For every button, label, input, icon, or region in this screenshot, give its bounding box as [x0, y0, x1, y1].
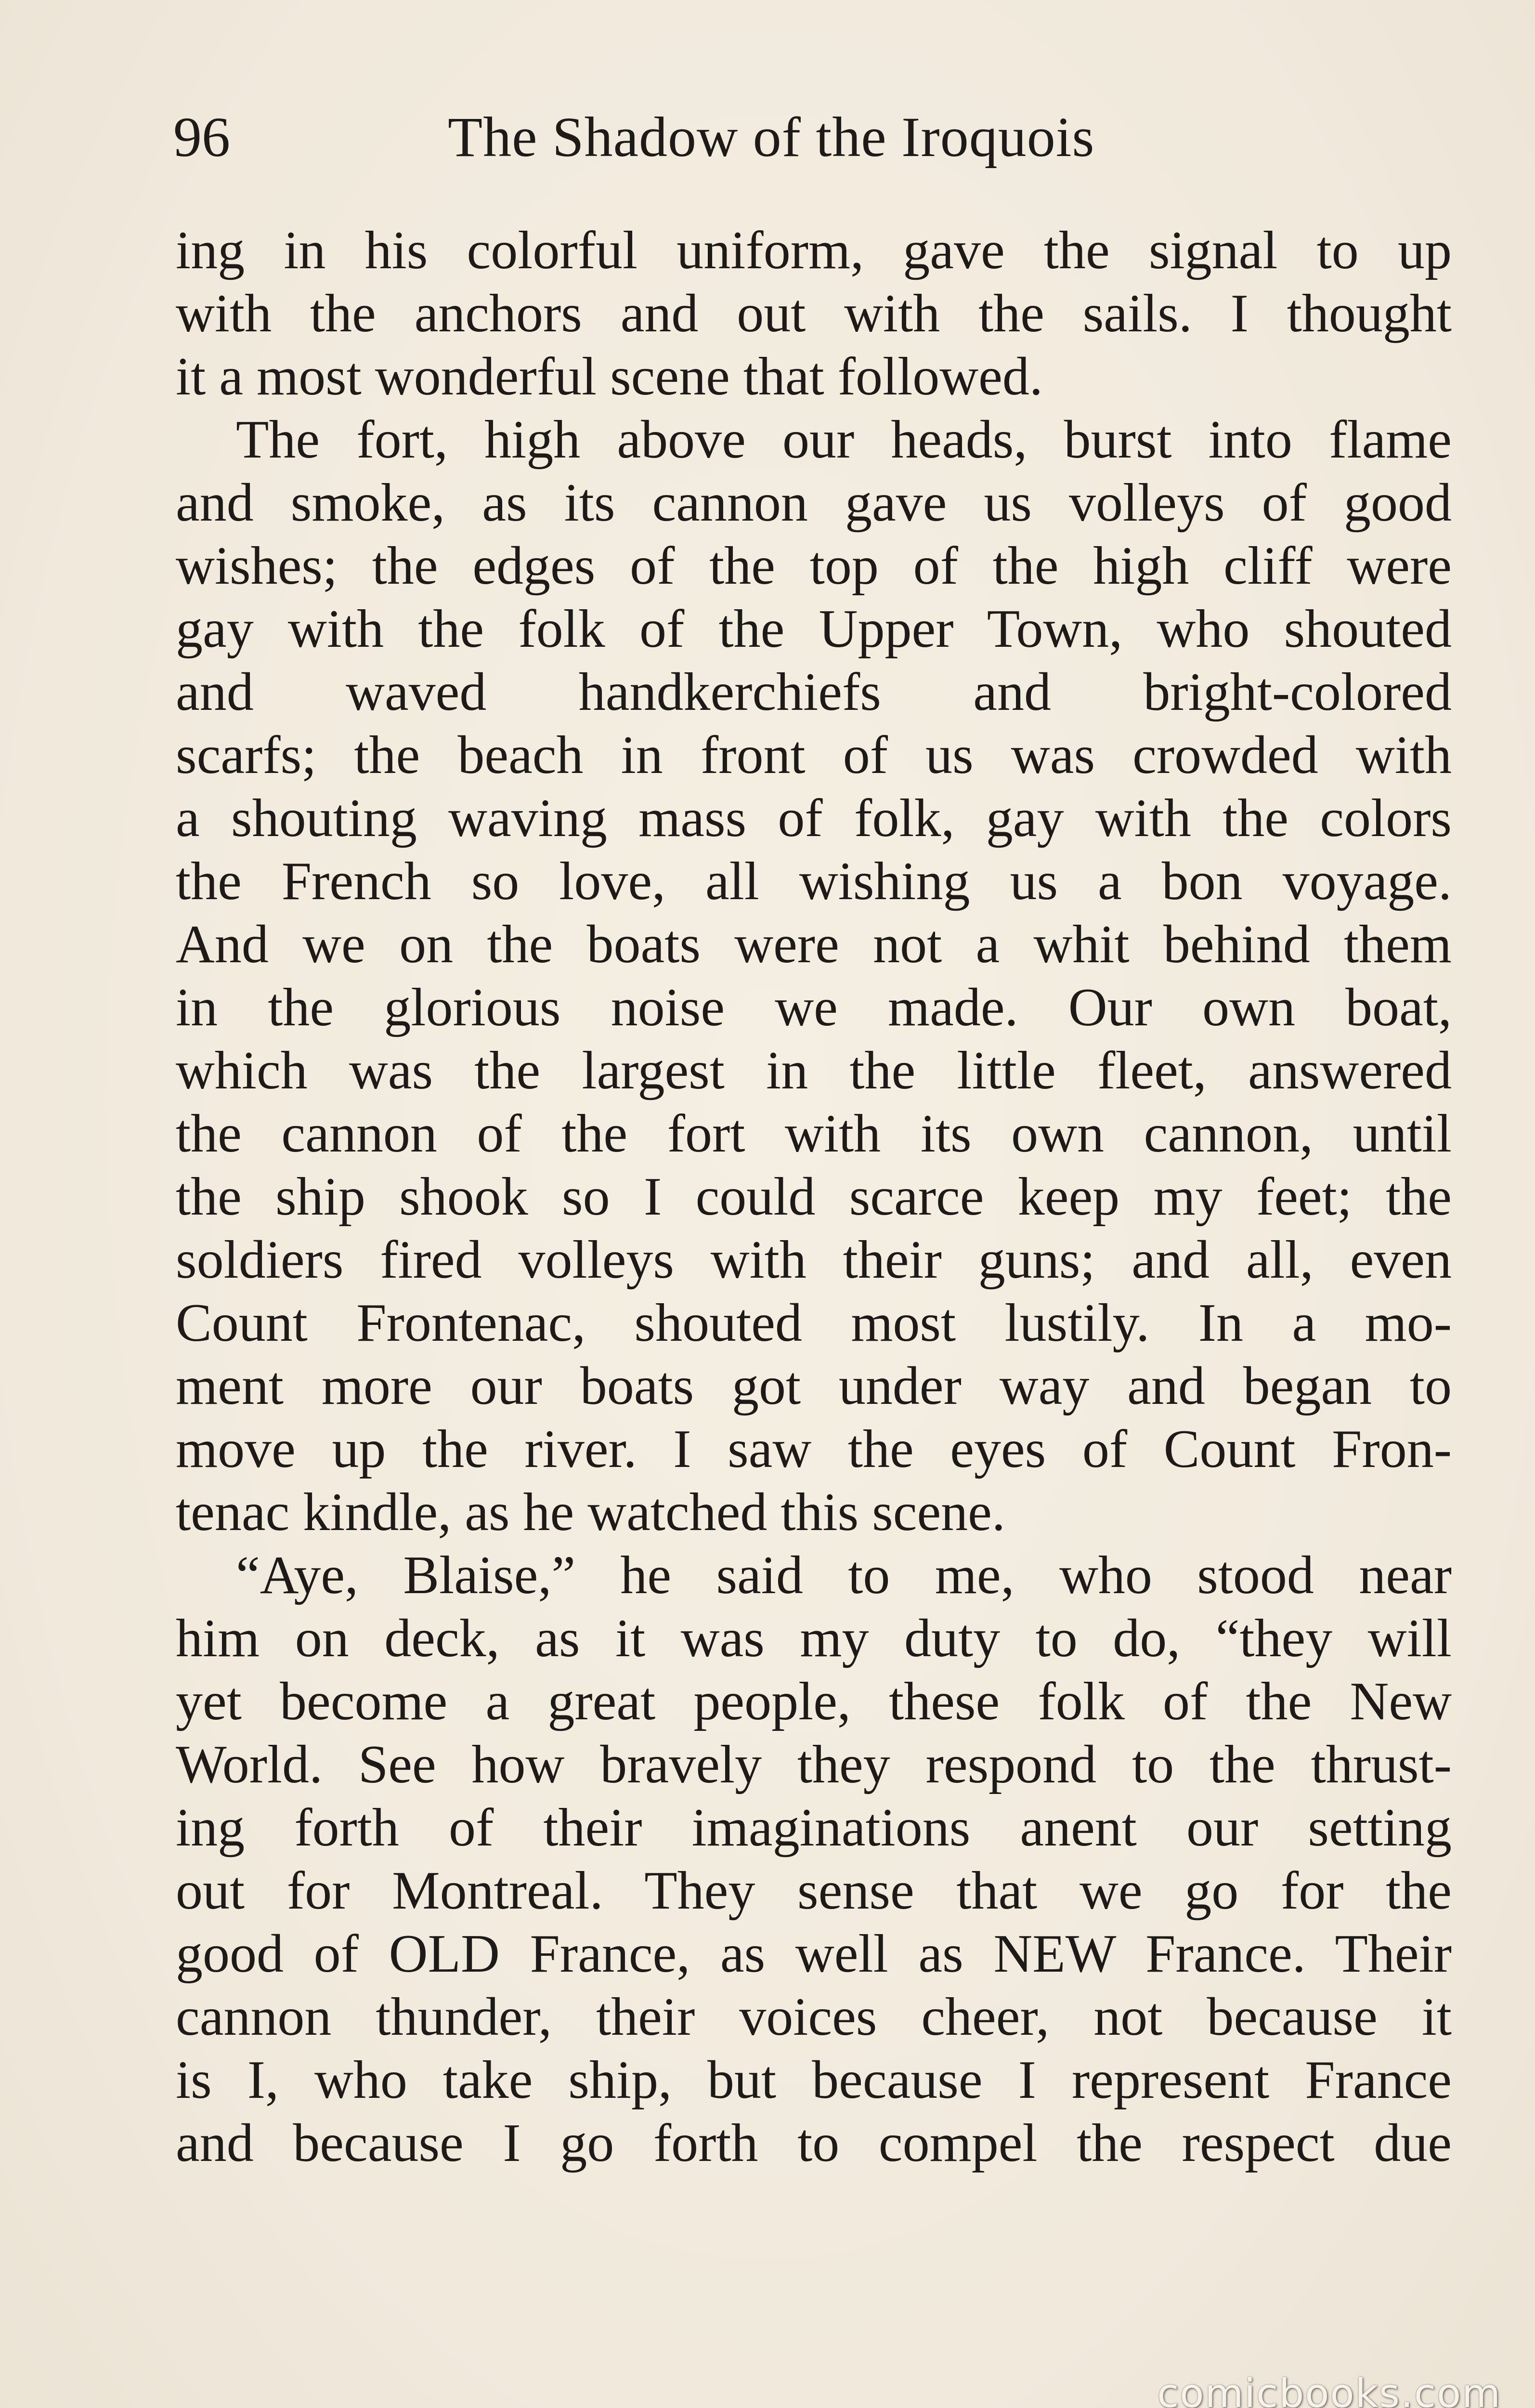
text-line: is I, who take ship, but because I represent France	[176, 2050, 1452, 2110]
text-line: it a most wonderful scene that followed.	[176, 347, 1043, 406]
body-text	[176, 219, 1452, 2175]
text-line: the cannon of the fort with its own cannon, until	[176, 1104, 1452, 1164]
running-title: The Shadow of the Iroquois	[448, 105, 1095, 169]
text-line: World. See how bravely they respond to the thrust-	[176, 1735, 1452, 1794]
text-line: wishes; the edges of the top of the high cliff were	[176, 536, 1452, 596]
text-line: the ship shook so I could scarce keep my feet; the	[176, 1167, 1452, 1227]
text-line: gay with the folk of the Upper Town, who shouted	[176, 599, 1452, 659]
text-line: And we on the boats were not a whit behind them	[176, 915, 1452, 974]
text-line: in the glorious noise we made. Our own boat,	[176, 978, 1452, 1037]
text-line: “Aye, Blaise,” he said to me, who stood near	[236, 1545, 1452, 1605]
page-number: 96	[173, 105, 230, 169]
text-line: and waved handkerchiefs and bright-colored	[176, 662, 1452, 722]
running-head	[173, 99, 1464, 176]
text-line: ment more our boats got under way and began to	[176, 1356, 1452, 1416]
text-line: tenac kindle, as he watched this scene.	[176, 1482, 1005, 1542]
text-line: out for Montreal. They sense that we go for the	[176, 1861, 1452, 1921]
text-line: cannon thunder, their voices cheer, not because it	[176, 1987, 1452, 2047]
text-line: move up the river. I saw the eyes of Count Fron-	[176, 1419, 1452, 1479]
text-line: a shouting waving mass of folk, gay with the colors	[176, 788, 1452, 848]
text-line: and because I go forth to compel the respect due	[176, 2113, 1452, 2173]
text-line: good of OLD France, as well as NEW France. Their	[176, 1924, 1452, 1984]
text-line: him on deck, as it was my duty to do, “they will	[176, 1609, 1452, 1668]
text-line: the French so love, all wishing us a bon voyage.	[176, 851, 1452, 911]
text-line: scarfs; the beach in front of us was crowded with	[176, 725, 1452, 785]
text-line: yet become a great people, these folk of the New	[176, 1672, 1452, 1731]
text-line: ing forth of their imaginations anent our setting	[176, 1798, 1452, 1858]
text-line: with the anchors and out with the sails. I thought	[176, 284, 1452, 343]
text-line: The fort, high above our heads, burst into flame	[236, 410, 1452, 470]
text-line: soldiers fired volleys with their guns; and all, even	[176, 1230, 1452, 1290]
text-line: and smoke, as its cannon gave us volleys of good	[176, 473, 1452, 533]
text-line: ing in his colorful uniform, gave the signal to up	[176, 221, 1452, 280]
text-line: Count Frontenac, shouted most lustily. In a mo-	[176, 1293, 1452, 1353]
watermark: comicbooks.com	[1157, 2371, 1501, 2408]
text-line: which was the largest in the little fleet, answered	[176, 1041, 1452, 1100]
